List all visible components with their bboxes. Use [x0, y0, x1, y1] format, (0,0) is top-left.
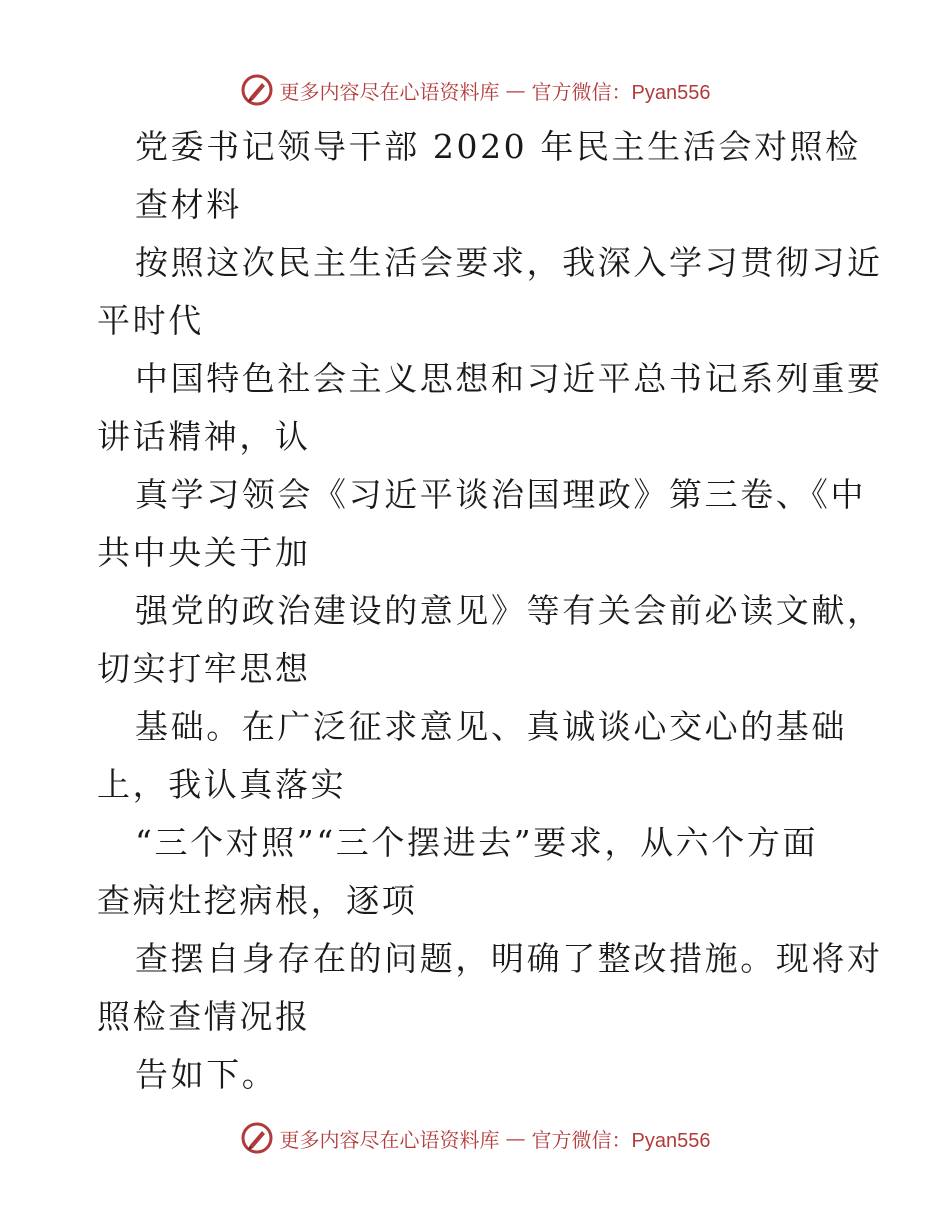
banner-wechat: 官方微信：Pyan556 [531, 1129, 711, 1152]
text-line: 照检查情况报 [97, 997, 311, 1036]
banner-title: 更多内容尽在心语资料库 [279, 1127, 500, 1152]
banner-dash: — [505, 78, 526, 102]
text-line: 强党的政治建设的意见》等有关会前必读文献， [135, 591, 883, 630]
text-line: 中国特色社会主义思想和习近平总书记系列重要 [135, 359, 883, 398]
text-line: 上，我认真落实 [97, 765, 347, 804]
pen-logo-icon [240, 73, 274, 107]
text-line: 切实打牢思想 [97, 649, 311, 688]
header-banner [0, 70, 950, 110]
text-line: 党委书记领导干部 2020 年民主生活会对照检 [135, 127, 861, 166]
text-line: 平时代 [97, 301, 204, 340]
text-line: 按照这次民主生活会要求，我深入学习贯彻习近 [135, 243, 883, 282]
banner-wechat: 官方微信：Pyan556 [531, 81, 711, 104]
banner-dash: — [505, 1126, 526, 1150]
pen-logo-icon [240, 1121, 274, 1155]
banner-title: 更多内容尽在心语资料库 [279, 79, 500, 104]
footer-banner [0, 1118, 950, 1158]
text-line: 真学习领会《习近平谈治国理政》第三卷、《中 [135, 475, 867, 514]
text-line: “三个对照”“三个摆进去”要求，从六个方面 [135, 823, 819, 862]
text-line: 查材料 [135, 185, 242, 224]
text-line: 告如下。 [135, 1055, 278, 1094]
text-line: 查病灶挖病根，逐项 [97, 881, 418, 920]
text-line: 查摆自身存在的问题，明确了整改措施。现将对 [135, 939, 883, 978]
document-body [97, 118, 883, 1104]
text-line: 讲话精神，认 [97, 417, 311, 456]
text-line: 共中央关于加 [97, 533, 311, 572]
text-line: 基础。在广泛征求意见、真诚谈心交心的基础 [135, 707, 847, 746]
